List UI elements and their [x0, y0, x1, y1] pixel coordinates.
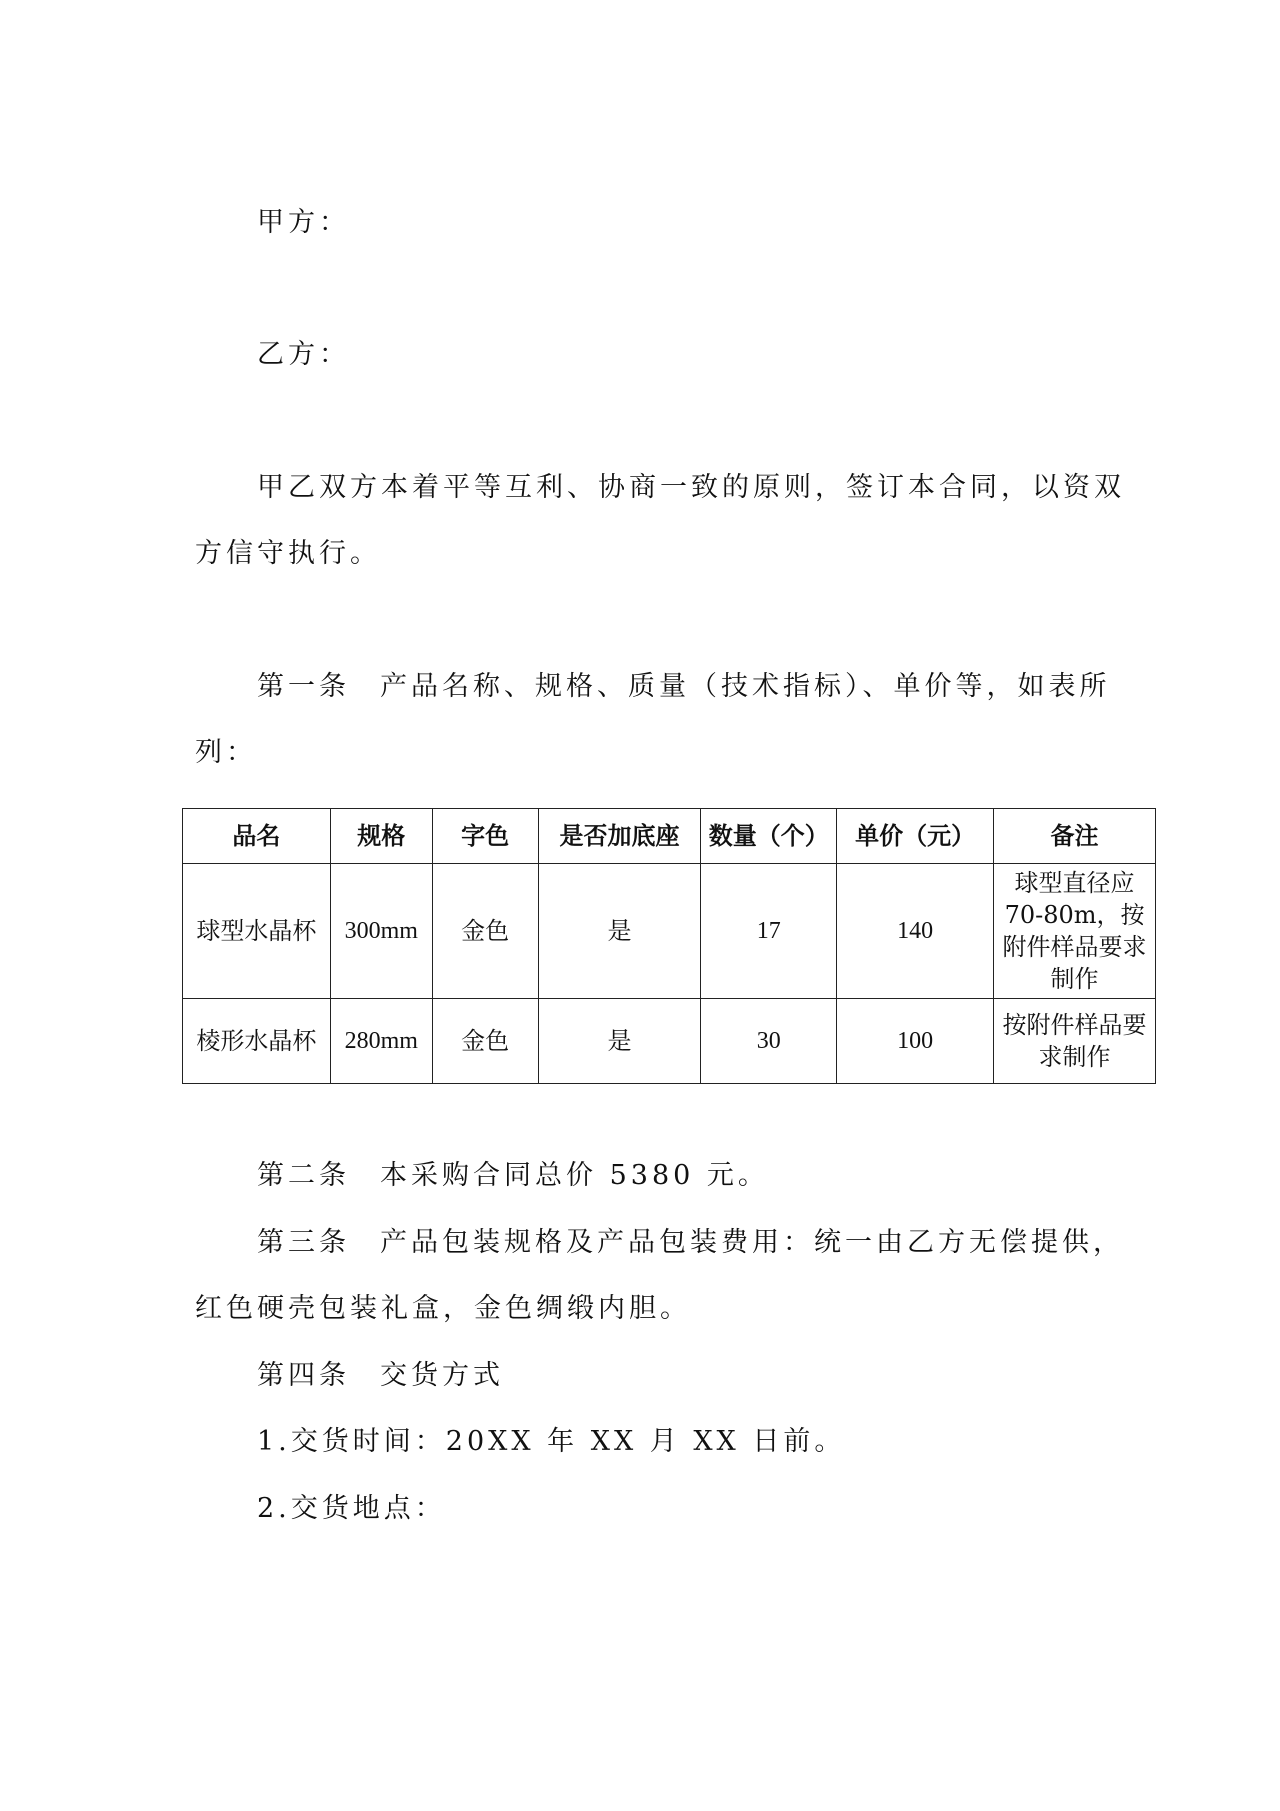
table-header-row — [183, 809, 1156, 864]
spec-cell: 280mm — [330, 999, 432, 1084]
header-cell: 单价（元） — [837, 809, 994, 864]
product-table — [182, 808, 1156, 1084]
color-cell: 金色 — [432, 999, 538, 1084]
article-3-title: 第三条 — [257, 1227, 350, 1258]
article-1-title: 第一条 — [257, 671, 350, 702]
color-cell: 金色 — [432, 864, 538, 999]
intro-line-1: 甲乙双方本着平等互利、协商一致的原则，签订本合同，以资双 — [257, 472, 1125, 503]
article-4 — [195, 1343, 1157, 1409]
note-cell: 按附件样品要求制作 — [994, 999, 1156, 1084]
header-cell: 备注 — [994, 809, 1156, 864]
article-4-title: 第四条 — [257, 1360, 350, 1391]
article-3-line-2: 红色硬壳包装礼盒，金色绸缎内胆。 — [195, 1293, 691, 1324]
price-cell: 100 — [837, 999, 994, 1084]
article-2-title: 第二条 — [257, 1160, 350, 1191]
header-cell: 字色 — [432, 809, 538, 864]
party-b-label: 乙方： — [257, 339, 350, 370]
article-3-text: 产品包装规格及产品包装费用：统一由乙方无偿提供， — [380, 1227, 1124, 1258]
intro-line-2: 方信守执行。 — [195, 538, 381, 569]
article-1-line-1 — [195, 654, 1157, 720]
header-cell: 数量（个） — [701, 809, 837, 864]
header-cell: 规格 — [330, 809, 432, 864]
table-row — [183, 999, 1156, 1084]
note-cell: 球型直径应70-80m，按附件样品要求制作 — [994, 864, 1156, 999]
base-cell: 是 — [538, 864, 701, 999]
article-1-line-2: 列： — [195, 737, 257, 768]
price-cell: 140 — [837, 864, 994, 999]
delivery-location: 2.交货地点： — [257, 1493, 446, 1524]
delivery-time: 1.交货时间：20XX 年 XX 月 XX 日前。 — [257, 1426, 846, 1457]
header-cell: 是否加底座 — [538, 809, 701, 864]
base-cell: 是 — [538, 999, 701, 1084]
table-row — [183, 864, 1156, 999]
quantity-cell: 17 — [701, 864, 837, 999]
article-4-text: 交货方式 — [380, 1360, 504, 1391]
header-cell: 品名 — [183, 809, 331, 864]
article-3-line-1 — [195, 1210, 1157, 1276]
article-2 — [195, 1143, 1157, 1209]
article-1-text: 产品名称、规格、质量（技术指标）、单价等，如表所 — [380, 671, 1111, 702]
quantity-cell: 30 — [701, 999, 837, 1084]
product-name-cell: 棱形水晶杯 — [183, 999, 331, 1084]
article-2-text: 本采购合同总价 5380 元。 — [380, 1160, 769, 1191]
spec-cell: 300mm — [330, 864, 432, 999]
party-a-label: 甲方： — [257, 207, 350, 238]
product-name-cell: 球型水晶杯 — [183, 864, 331, 999]
